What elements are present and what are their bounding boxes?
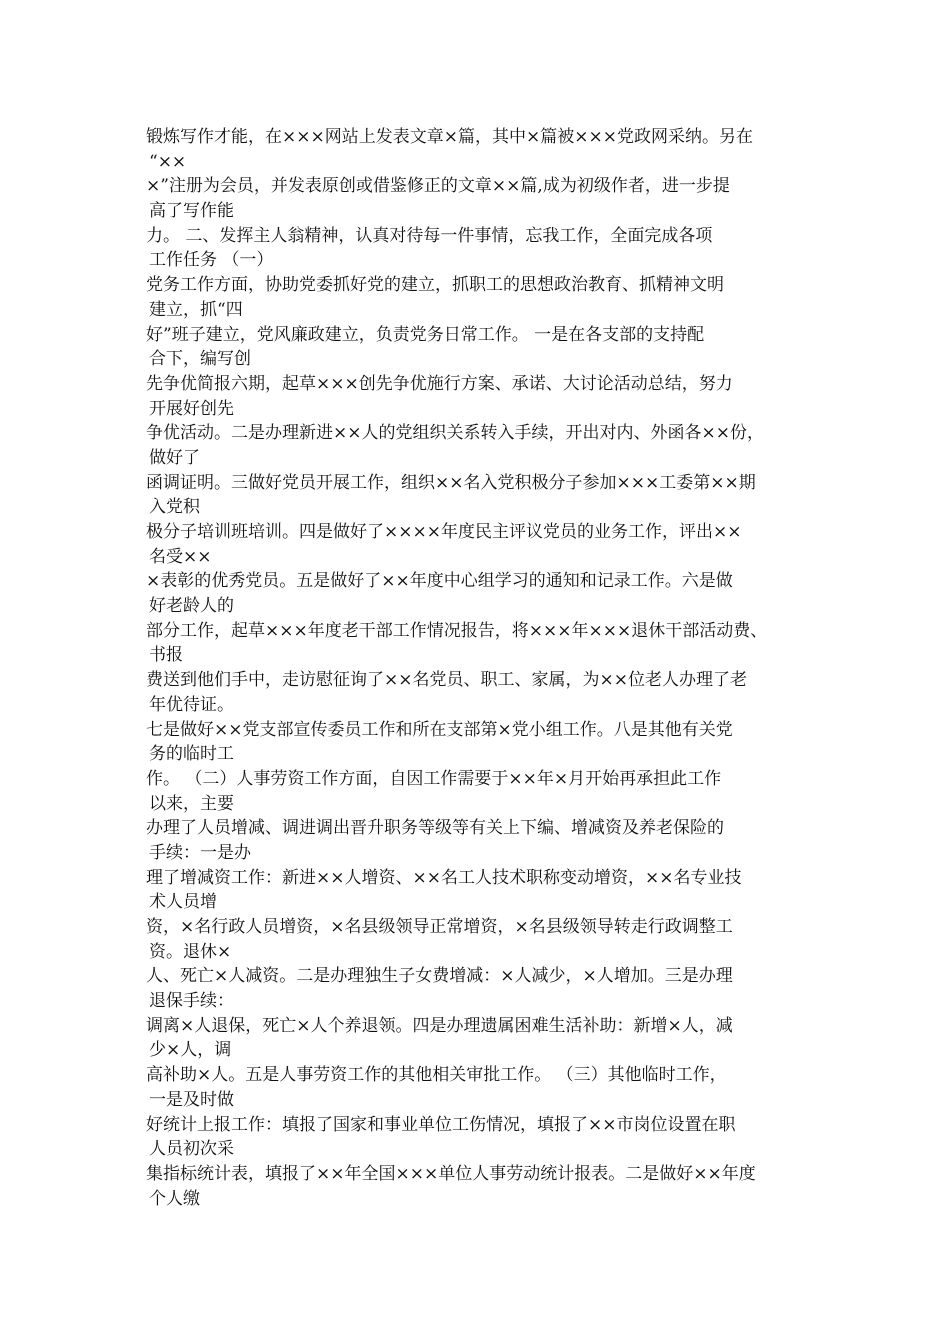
text-line: 先争优简报六期，起草×××创先争优施行方案、承诺、大讨论活动总结，努力 [146, 373, 733, 394]
text-line: 合下，编写创 [149, 349, 251, 370]
text-line: 资。退休× [149, 941, 232, 962]
text-line: 极分子培训班培训。四是做好了××××年度民主评议党员的业务工作，评出×× [146, 522, 742, 542]
text-line: 力。 二、发挥主人翁精神，认真对待每一件事情，忘我工作，全面完成各项 [146, 225, 713, 246]
text-line: ×”注册为会员，并发表原创或借鉴修正的文章××篇,成为初级作者，进一步提 [146, 176, 730, 197]
text-line: 高了写作能 [149, 201, 234, 222]
text-line: 调离×人退保，死亡×人个养退领。四是办理遗属困难生活补助：新增×人，减 [146, 1015, 733, 1036]
text-line: 以来，主要 [149, 793, 234, 814]
text-line: 七是做好××党支部宣传委员工作和所在支部第×党小组工作。八是其他有关党 [146, 719, 733, 740]
text-line: 建立，抓“四 [149, 299, 243, 320]
text-line: 作。 （二）人事劳资工作方面，自因工作需要于××年×月开始再承担此工作 [146, 768, 722, 789]
text-line: 好”班子建立，党风廉政建立，负责党务日常工作。 一是在各支部的支持配 [146, 324, 705, 345]
text-line: 争优活动。二是办理新进××人的党组织关系转入手续，开出对内、外函各××份， [146, 423, 764, 444]
text-line: 函调证明。三做好党员开展工作，组织××名入党积极分子参加×××工委第××期 [146, 472, 756, 493]
text-line: 名受×× [149, 546, 212, 567]
text-line: 开展好创先 [149, 398, 234, 419]
text-line: 年优待证。 [149, 694, 234, 715]
text-line: 手续：一是办 [149, 842, 251, 863]
text-line: 入党积 [149, 497, 200, 518]
text-line: 工作任务 （一） [149, 250, 274, 271]
text-line: ×表彰的优秀党员。五是做好了××年度中心组学习的通知和记录工作。六是做 [146, 571, 733, 592]
text-line: 办理了人员增减、调进调出晋升职务等级等有关上下编、增减资及养老保险的 [146, 818, 724, 839]
text-line: 部分工作，起草×××年度老干部工作情况报告，将×××年×××退休干部活动费、 [146, 620, 768, 641]
text-line: “×× [149, 151, 187, 172]
text-line: 好统计上报工作：填报了国家和事业单位工伤情况，填报了××市岗位设置在职 [146, 1114, 736, 1135]
text-line: 书报 [149, 645, 183, 666]
body-text [146, 125, 816, 1211]
text-line: 好老龄人的 [149, 596, 234, 617]
text-line: 锻炼写作才能，在×××网站上发表文章×篇，其中×篇被×××党政网采纳。另在 [146, 127, 753, 147]
text-line: 资，×名行政人员增资，×名县级领导正常增资，×名县级领导转走行政调整工 [146, 917, 733, 937]
text-line: 做好了 [149, 447, 200, 468]
text-line: 退保手续： [149, 991, 234, 1012]
text-line: 务的临时工 [149, 744, 234, 765]
text-line: 高补助×人。五是人事劳资工作的其他相关审批工作。 （三）其他临时工作， [146, 1065, 727, 1086]
text-line: 人员初次采 [149, 1139, 234, 1160]
text-line: 党务工作方面，协助党委抓好党的建立，抓职工的思想政治教育、抓精神文明 [146, 275, 724, 296]
text-line: 费送到他们手中，走访慰征询了××名党员、职工、家属，为××位老人办理了老 [146, 670, 747, 691]
text-line: 术人员增 [149, 892, 217, 913]
text-line: 少×人，调 [149, 1040, 232, 1061]
text-line: 人、死亡×人减资。二是办理独生子女费增减：×人减少，×人增加。三是办理 [146, 966, 733, 987]
text-line: 理了增减资工作：新进××人增资、××名工人技术职称变动增资，××名专业技 [146, 867, 742, 888]
text-line: 个人缴 [149, 1188, 200, 1209]
text-line: 集指标统计表，填报了××年全国×××单位人事劳动统计报表。二是做好××年度 [146, 1163, 756, 1184]
text-line: 一是及时做 [149, 1089, 234, 1110]
